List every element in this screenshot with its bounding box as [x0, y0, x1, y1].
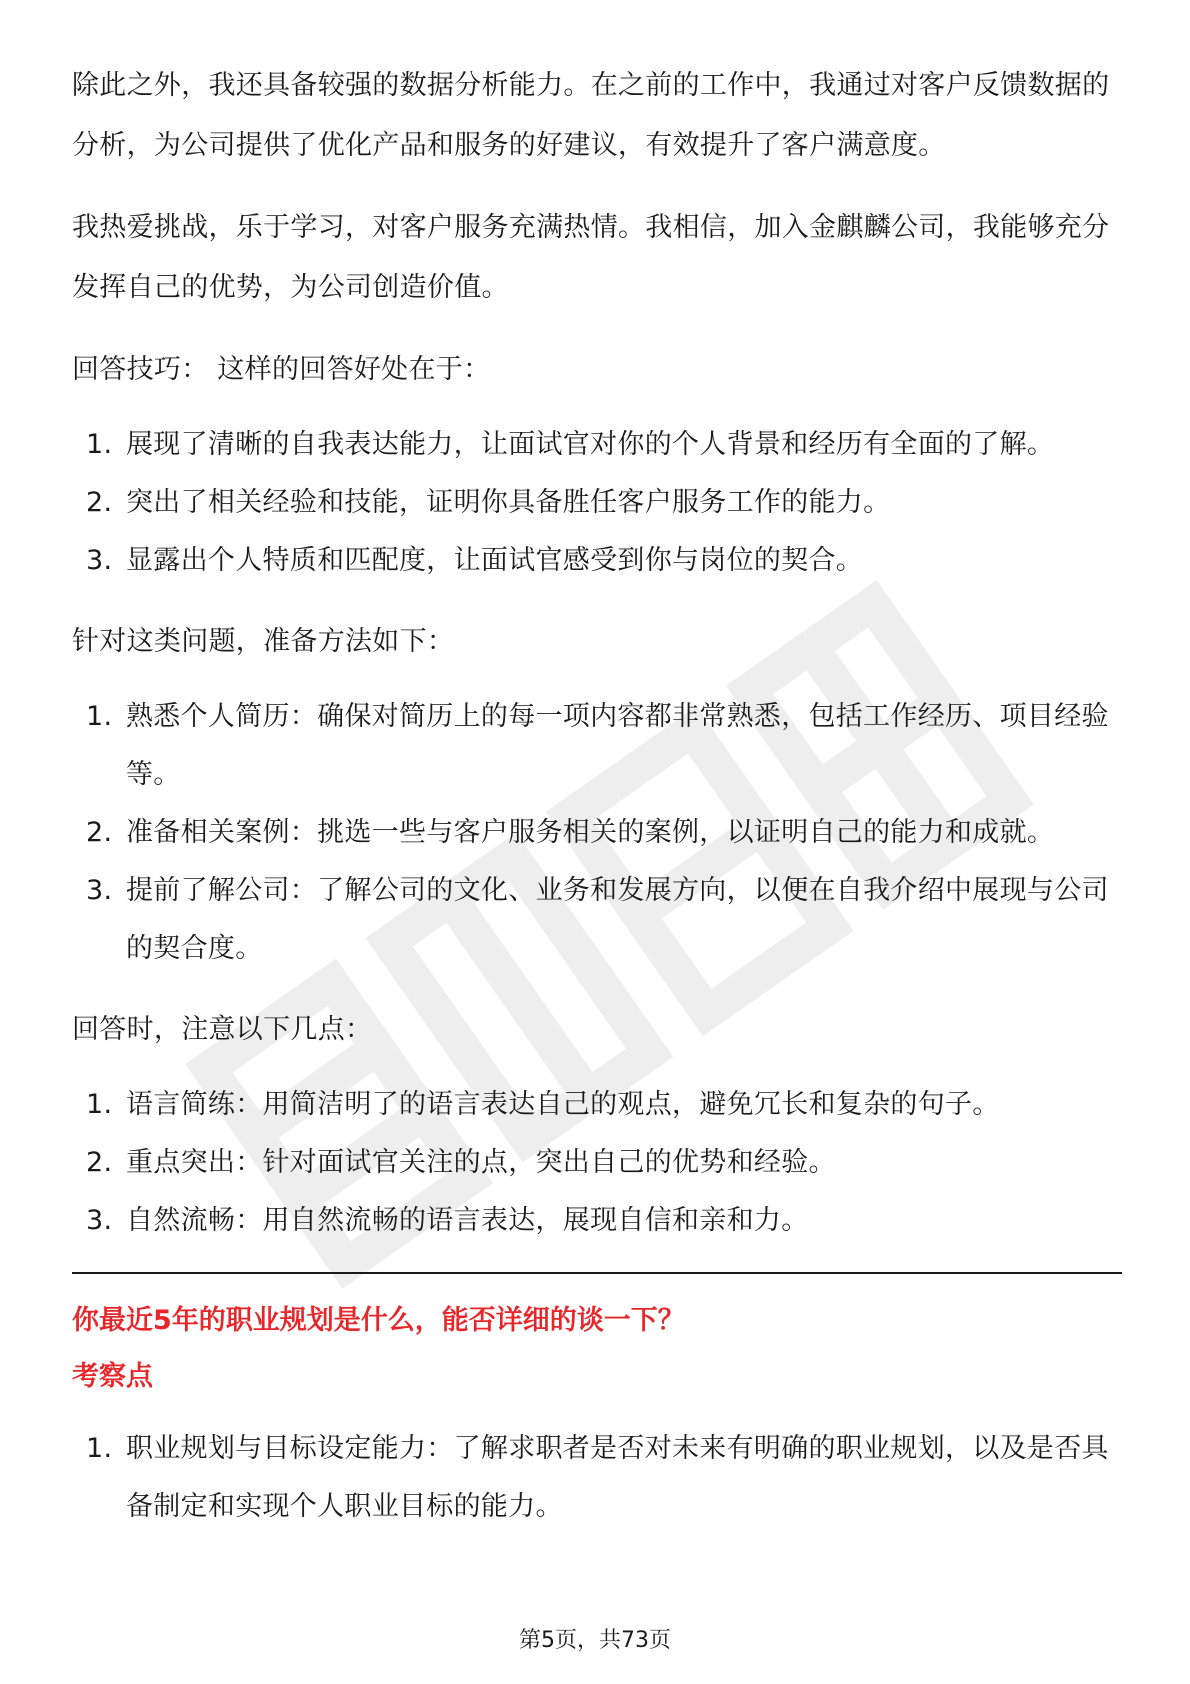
list-item: [72, 474, 1122, 532]
list-item: [72, 688, 1122, 804]
prepare-heading: 针对这类问题，准备方法如下：: [72, 626, 455, 657]
list-number: 2.: [86, 817, 113, 848]
list-item-text: 自然流畅：用自然流畅的语言表达，展现自信和亲和力。: [126, 1205, 809, 1236]
list-item: [72, 416, 1122, 474]
benefits-list: [72, 416, 1122, 590]
list-number: 2.: [86, 487, 113, 518]
list-number: 3.: [86, 1205, 113, 1236]
list-item: [72, 1192, 1122, 1250]
prepare-list: [72, 688, 1122, 978]
list-item: [72, 804, 1122, 862]
paragraph-passion: 我热爱挑战，乐于学习，对客户服务充满热情。我相信，加入金麒麟公司，我能够充分发挥自己的优势，为公司创造价值。: [72, 212, 1110, 303]
list-item-text: 语言简练：用简洁明了的语言表达自己的观点，避免冗长和复杂的句子。: [126, 1089, 1000, 1120]
list-number: 3.: [86, 875, 113, 906]
list-item: [72, 532, 1122, 590]
list-item-text: 展现了清晰的自我表达能力，让面试官对你的个人背景和经历有全面的了解。: [126, 429, 1055, 460]
list-item-text: 职业规划与目标设定能力：了解求职者是否对未来有明确的职业规划，以及是否具备制定和实现个人职业目标的能力。: [126, 1433, 1109, 1522]
notes-list: [72, 1076, 1122, 1250]
assessment-points-list: [72, 1420, 1122, 1536]
list-number: 1.: [86, 701, 113, 732]
answer-tips-heading: 回答技巧： 这样的回答好处在于：: [72, 354, 491, 385]
list-item: [72, 1134, 1122, 1192]
list-item-text: 提前了解公司：了解公司的文化、业务和发展方向，以便在自我介绍中展现与公司的契合度。: [126, 875, 1109, 964]
list-item: [72, 1420, 1122, 1536]
list-item-text: 准备相关案例：挑选一些与客户服务相关的案例，以证明自己的能力和成就。: [126, 817, 1055, 848]
main-content: [72, 56, 1122, 1558]
list-number: 2.: [86, 1147, 113, 1178]
section-divider: [72, 1272, 1122, 1274]
question-subtitle: 考察点: [72, 1361, 153, 1392]
list-item: [72, 1076, 1122, 1134]
question-title: 你最近5年的职业规划是什么，能否详细的谈一下？: [72, 1305, 685, 1336]
list-item-text: 熟悉个人简历：确保对简历上的每一项内容都非常熟悉，包括工作经历、项目经验等。: [126, 701, 1109, 790]
list-number: 3.: [86, 545, 113, 576]
list-item: [72, 862, 1122, 978]
list-item-text: 显露出个人特质和匹配度，让面试官感受到你与岗位的契合。: [126, 545, 864, 576]
list-number: 1.: [86, 1433, 113, 1464]
notes-heading: 回答时，注意以下几点：: [72, 1014, 373, 1045]
list-item-text: 重点突出：针对面试官关注的点，突出自己的优势和经验。: [126, 1147, 836, 1178]
paragraph-data-analysis: 除此之外，我还具备较强的数据分析能力。在之前的工作中，我通过对客户反馈数据的分析，为公司提供了优化产品和服务的好建议，有效提升了客户满意度。: [72, 70, 1110, 161]
list-number: 1.: [86, 429, 113, 460]
page-footer: 第5页，共73页: [519, 1628, 671, 1653]
list-number: 1.: [86, 1089, 113, 1120]
list-item-text: 突出了相关经验和技能，证明你具备胜任客户服务工作的能力。: [126, 487, 891, 518]
